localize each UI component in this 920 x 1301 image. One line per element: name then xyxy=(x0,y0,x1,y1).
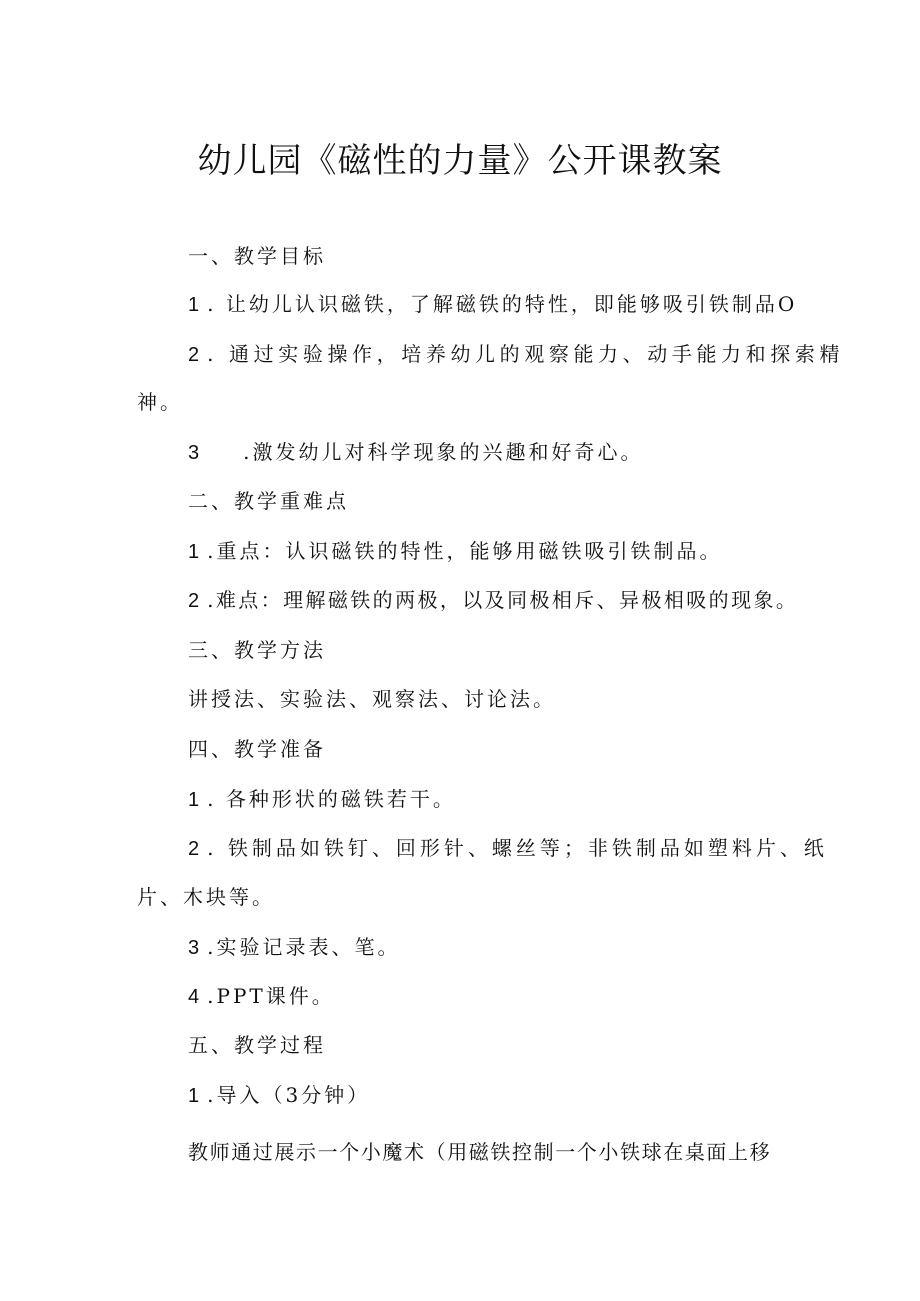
prep-item-3-text: .实验记录表、笔。 xyxy=(207,935,401,959)
prep-item-1-text: . 各种形状的磁铁若干。 xyxy=(207,787,456,811)
section-heading-process: 五、教学过程 xyxy=(188,1033,326,1057)
section-heading-goals: 一、教学目标 xyxy=(188,244,326,268)
section-heading-methods: 三、教学方法 xyxy=(188,638,326,662)
prep-item-4-text: .PPT课件。 xyxy=(207,984,335,1008)
methods-text: 讲授法、实验法、观察法、讨论法。 xyxy=(188,687,556,711)
goal-item-2-number: 2 xyxy=(188,344,200,366)
prep-item-2-number: 2 xyxy=(188,838,200,860)
prep-item-4-number: 4 xyxy=(188,986,200,1008)
prep-item-3-number: 3 xyxy=(188,937,200,959)
goal-item-1 xyxy=(188,288,797,317)
prep-item-1-number: 1 xyxy=(188,789,200,811)
key-point-1 xyxy=(188,535,722,564)
goal-item-3 xyxy=(188,436,643,465)
prep-item-4 xyxy=(188,980,335,1009)
key-point-2-text: .难点：理解磁铁的两极，以及同极相斥、异极相吸的现象。 xyxy=(207,588,799,612)
goal-item-3-text: .激发幼儿对科学现象的兴趣和好奇心。 xyxy=(243,440,644,464)
section-heading-key-points: 二、教学重难点 xyxy=(188,489,349,513)
goal-item-2 xyxy=(188,338,844,367)
prep-item-1 xyxy=(188,783,456,812)
key-point-2-number: 2 xyxy=(188,590,200,612)
key-point-1-number: 1 xyxy=(188,541,200,563)
prep-item-2-continuation: 片、木块等。 xyxy=(137,885,275,909)
goal-item-3-number: 3 xyxy=(188,442,200,464)
process-step-1 xyxy=(188,1079,370,1108)
key-point-1-text: .重点：认识磁铁的特性，能够用磁铁吸引铁制品。 xyxy=(207,539,723,563)
goal-item-2-text: . 通过实验操作，培养幼儿的观察能力、动手能力和探索精 xyxy=(207,342,845,366)
prep-item-2-text: . 铁制品如铁钉、回形针、螺丝等；非铁制品如塑料片、纸 xyxy=(207,836,828,860)
key-point-2 xyxy=(188,584,798,613)
document-title: 幼儿园《磁性的力量》公开课教案 xyxy=(197,141,723,181)
process-step-1-text: .导入（3分钟） xyxy=(207,1083,371,1107)
process-step-1-number: 1 xyxy=(188,1085,200,1107)
goal-item-2-continuation: 神。 xyxy=(137,390,183,414)
prep-item-3 xyxy=(188,931,400,960)
goal-item-1-number: 1 xyxy=(188,294,200,316)
goal-item-1-text: . 让幼儿认识磁铁，了解磁铁的特性，即能够吸引铁制品O xyxy=(207,292,798,316)
prep-item-2 xyxy=(188,832,828,861)
section-heading-preparation: 四、教学准备 xyxy=(188,737,326,761)
process-paragraph: 教师通过展示一个小魔术（用磁铁控制一个小铁球在桌面上移 xyxy=(188,1140,772,1164)
